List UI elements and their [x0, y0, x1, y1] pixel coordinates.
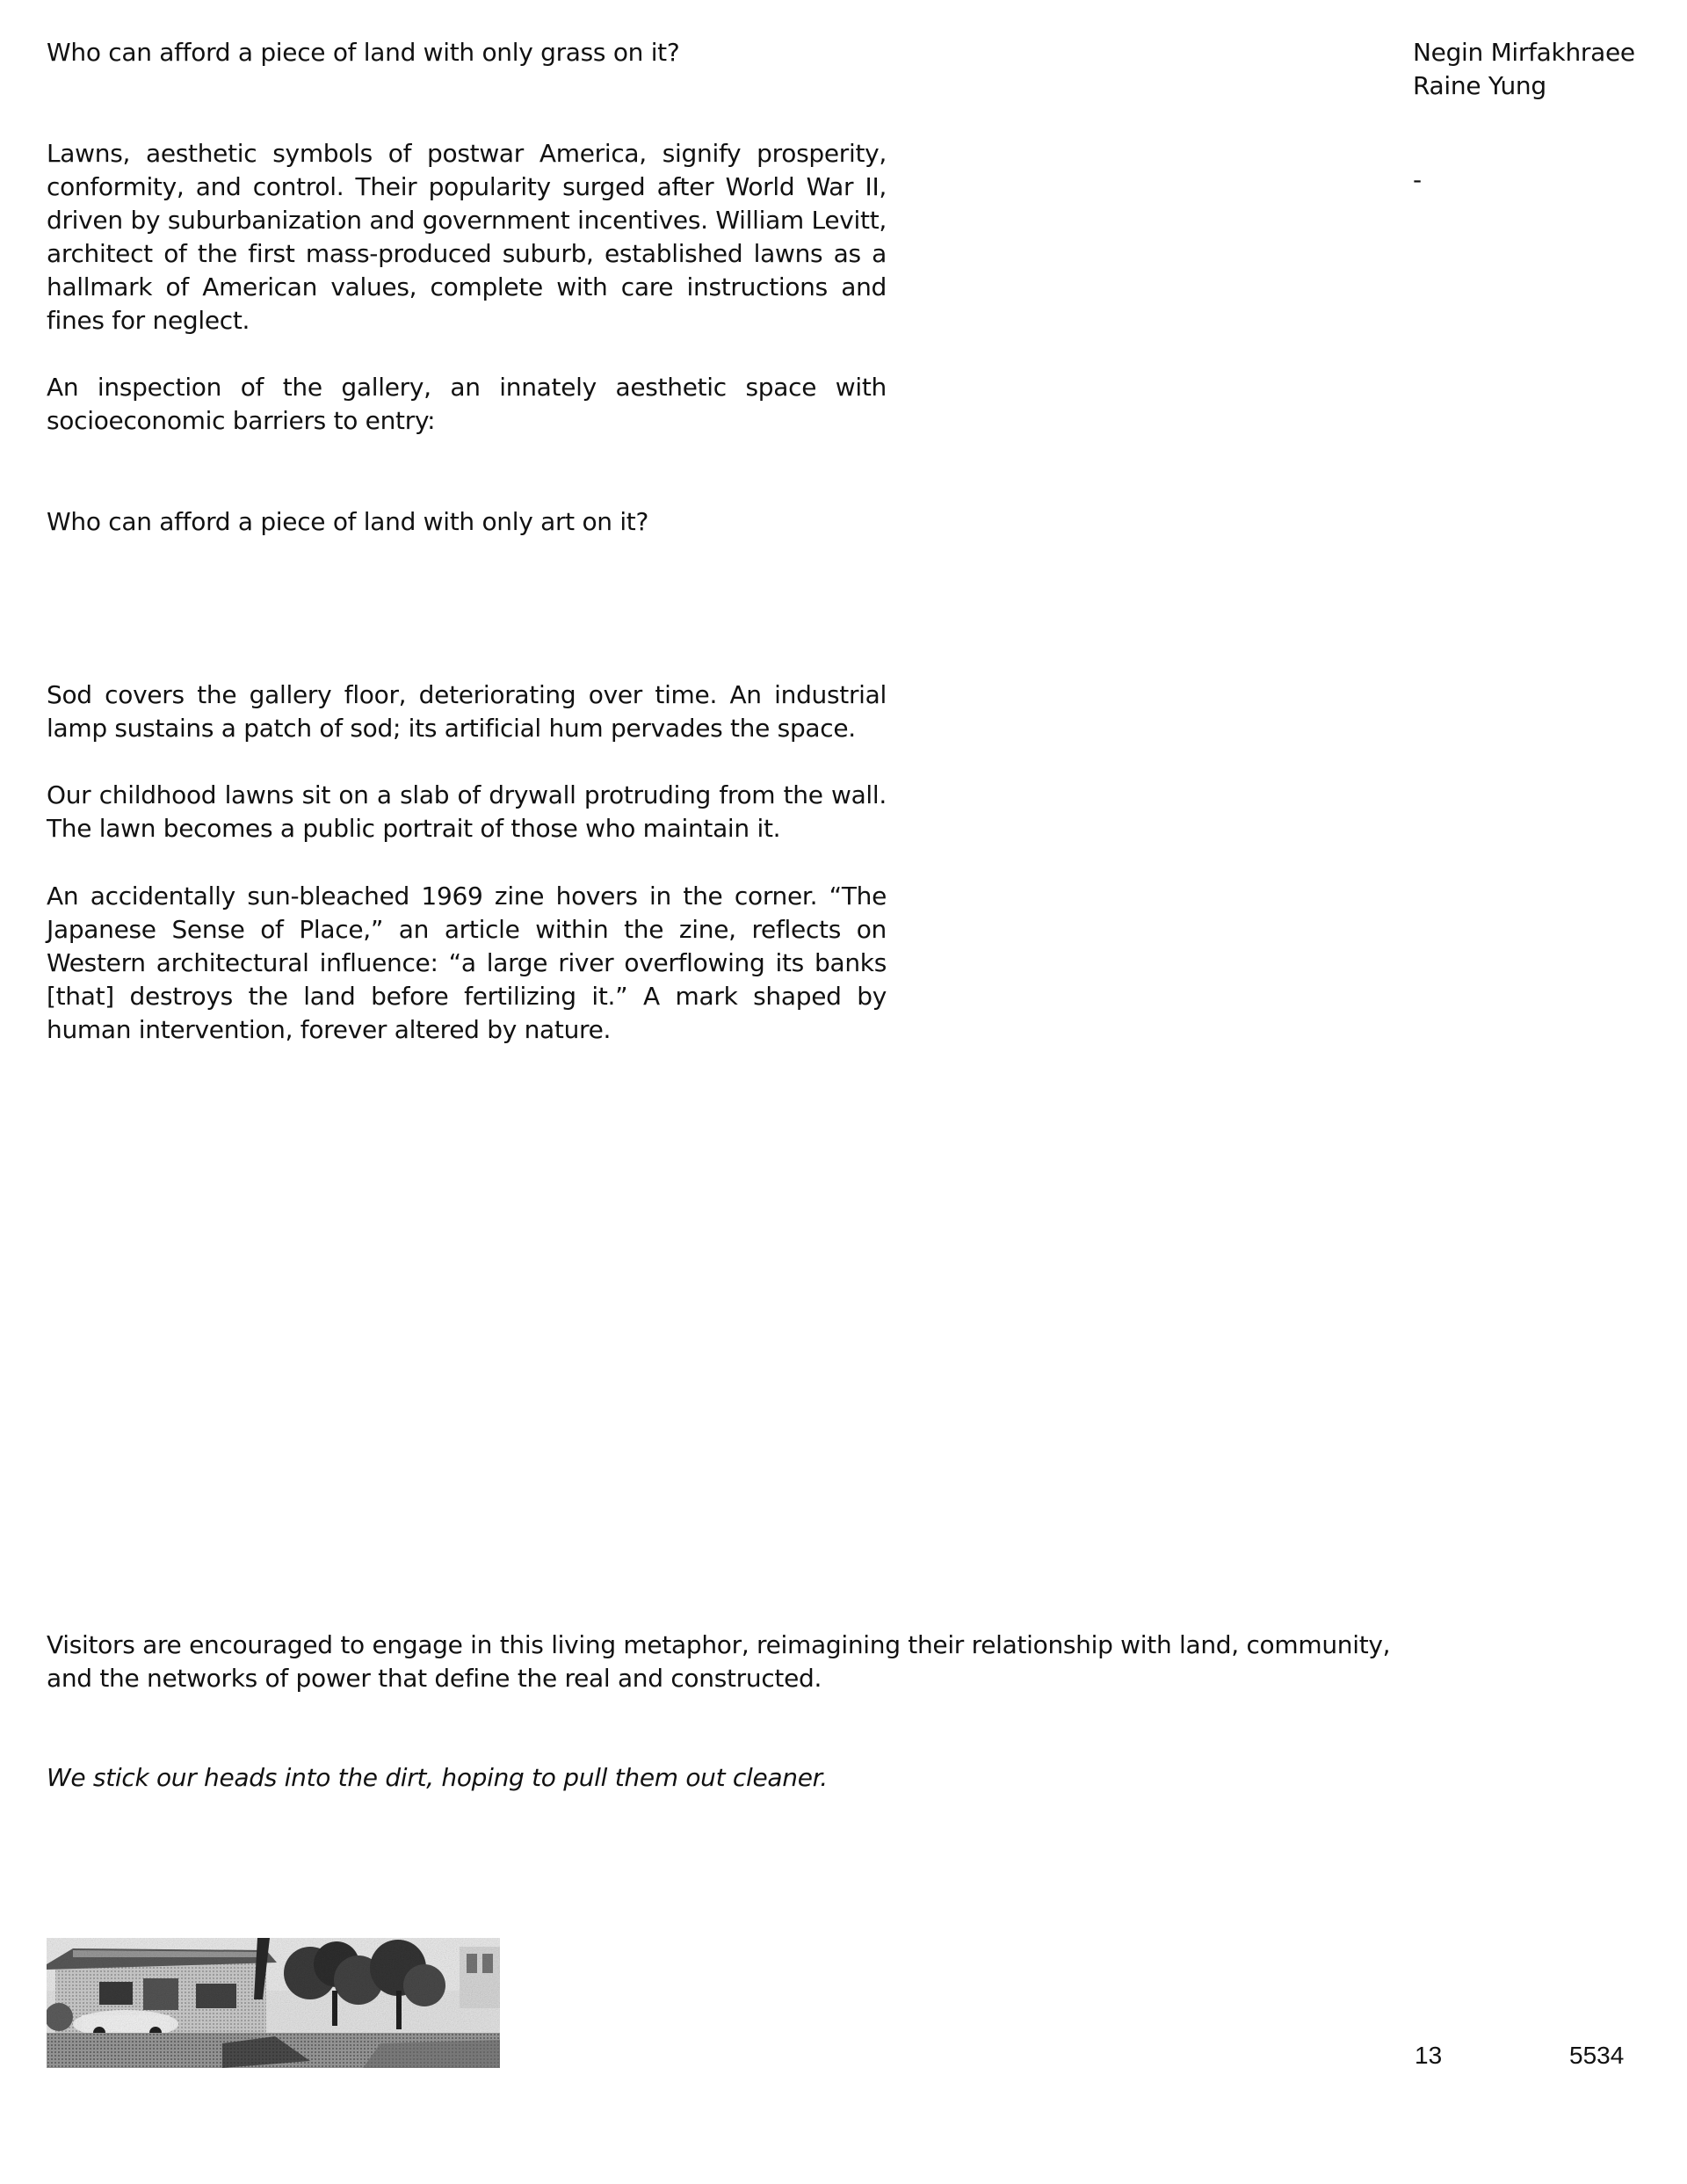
paragraph-lawns: Lawns, aesthetic symbols of postwar America, signify prosperity, conformity, and control. Their popularity surged after World War II, driven by suburbanization and government incentives. William Levitt, architect of the first mass-produced suburb, established lawns as a hallmark of American values, complete with care instructions and fines for neglect. [47, 139, 887, 335]
paragraph-visitors: Visitors are encouraged to engage in this living metaphor, reimagining their relationship with land, community, and the networks of power that define the real and constructed. [47, 1630, 1391, 1693]
closing-line: We stick our heads into the dirt, hoping to pull them out cleaner. [47, 1763, 828, 1792]
page-number: 13 [1415, 2042, 1443, 2069]
paragraph-childhood-lawns: Our childhood lawns sit on a slab of drywall protruding from the wall. The lawn becomes a public portrait of those who maintain it. [47, 780, 887, 843]
paragraph-sod: Sod covers the gallery floor, deteriorating over time. An industrial lamp sustains a patch of sod; its artificial hum pervades the space. [47, 680, 887, 743]
heading-question-art: Who can afford a piece of land with only art on it? [47, 507, 649, 536]
heading-question-grass: Who can afford a piece of land with only grass on it? [47, 38, 680, 67]
house-and-trees-photo [47, 1938, 500, 2068]
separator-dash: - [1413, 165, 1422, 194]
author-name: Negin Mirfakhraee [1413, 38, 1635, 67]
document-code: 5534 [1569, 2042, 1625, 2069]
paragraph-zine: An accidentally sun-bleached 1969 zine hovers in the corner. “The Japanese Sense of Place,” an article within the zine, reflects on Western architectural influence: “a large river overflowing its banks [that] destroys the land before fertilizing it.” A mark shaped by human intervention, forever altered by nature. [47, 882, 887, 1044]
authors [1413, 36, 1635, 103]
author-name: Raine Yung [1413, 71, 1546, 100]
paragraph-gallery-inspection: An inspection of the gallery, an innately aesthetic space with socioeconomic barriers to entry: [47, 373, 887, 435]
